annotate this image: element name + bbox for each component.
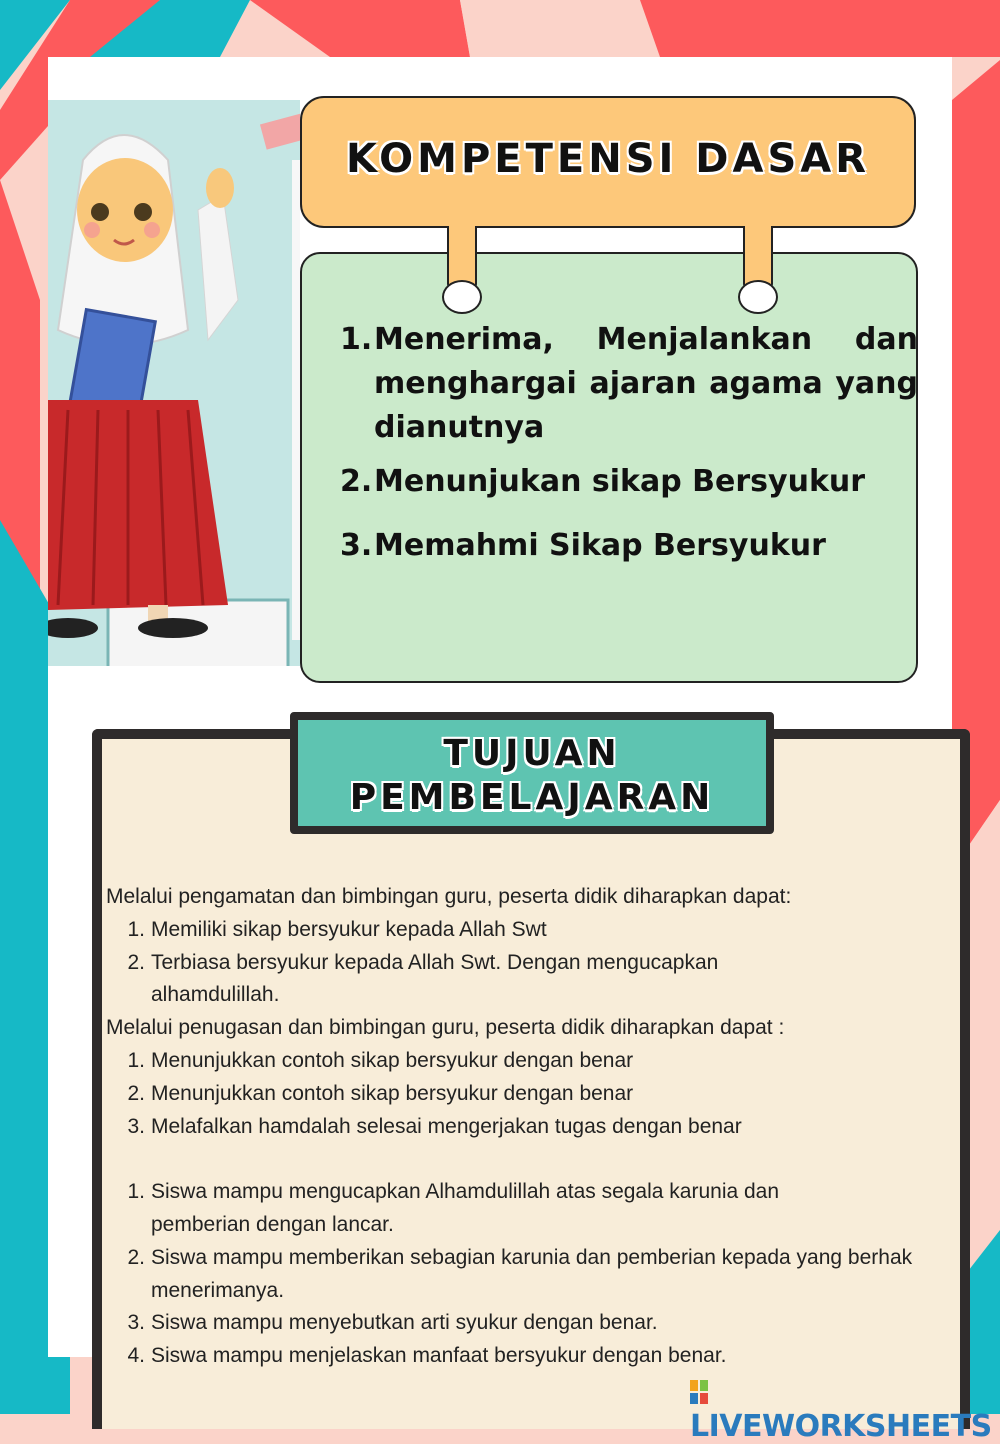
objectives-header-banner xyxy=(290,712,774,834)
list-item: 4. Siswa mampu menjelaskan manfaat bersyukur dengan benar. xyxy=(127,1344,727,1368)
objectives-content xyxy=(106,881,936,1373)
list-item: 3. Siswa mampu menyebutkan arti syukur dengan benar. xyxy=(127,1311,658,1335)
list-item: 1. Menerima, Menjalankan dan menghargai ajaran agama yang dianutnya xyxy=(340,322,918,445)
list-item: 3. Melafalkan hamdalah selesai mengerjakan tugas dengan benar xyxy=(127,1114,742,1138)
board-ring-right xyxy=(738,280,778,314)
list-item: 3. Memahmi Sikap Bersyukur xyxy=(340,528,826,563)
board-ring-left xyxy=(442,280,482,314)
board-hanger-right xyxy=(743,226,773,288)
competency-header-banner xyxy=(300,96,916,228)
objectives-list-1 xyxy=(106,914,936,1012)
list-item: 2. Menunjukkan contoh sikap bersyukur dengan benar xyxy=(127,1081,634,1105)
competency-title: KOMPETENSI DASAR xyxy=(345,136,871,182)
objectives-intro-observation: Melalui pengamatan dan bimbingan guru, peserta didik diharapkan dapat: xyxy=(106,885,792,908)
list-item: 1. Memiliki sikap bersyukur kepada Allah Swt xyxy=(127,917,547,941)
list-item: 1. Siswa mampu mengucapkan Alhamdulillah atas segala karunia dan pemberian dengan lancar. xyxy=(127,1180,780,1236)
objectives-title: TUJUAN PEMBELAJARAN xyxy=(349,733,715,818)
list-item: 2. Menunjukan sikap Bersyukur xyxy=(340,464,866,499)
liveworksheets-watermark: LIVEWORKSHEETS xyxy=(690,1374,1000,1444)
list-item: 2. Siswa mampu memberikan sebagian karunia dan pemberian kepada yang berhak menerimanya. xyxy=(127,1245,913,1302)
objectives-list-2 xyxy=(106,1045,936,1143)
objectives-list-3 xyxy=(106,1176,936,1373)
student-girl-illustration xyxy=(48,100,300,666)
liveworksheets-logo-icon xyxy=(690,1380,708,1404)
list-item: 1. Menunjukkan contoh sikap bersyukur dengan benar xyxy=(127,1048,634,1072)
objectives-intro-assignment: Melalui penugasan dan bimbingan guru, peserta didik diharapkan dapat : xyxy=(106,1016,785,1040)
list-item: 2. Terbiasa bersyukur kepada Allah Swt. Dengan mengucapkan alhamdulillah. xyxy=(127,950,719,1007)
competency-list xyxy=(340,318,918,568)
board-hanger-left xyxy=(447,226,477,288)
